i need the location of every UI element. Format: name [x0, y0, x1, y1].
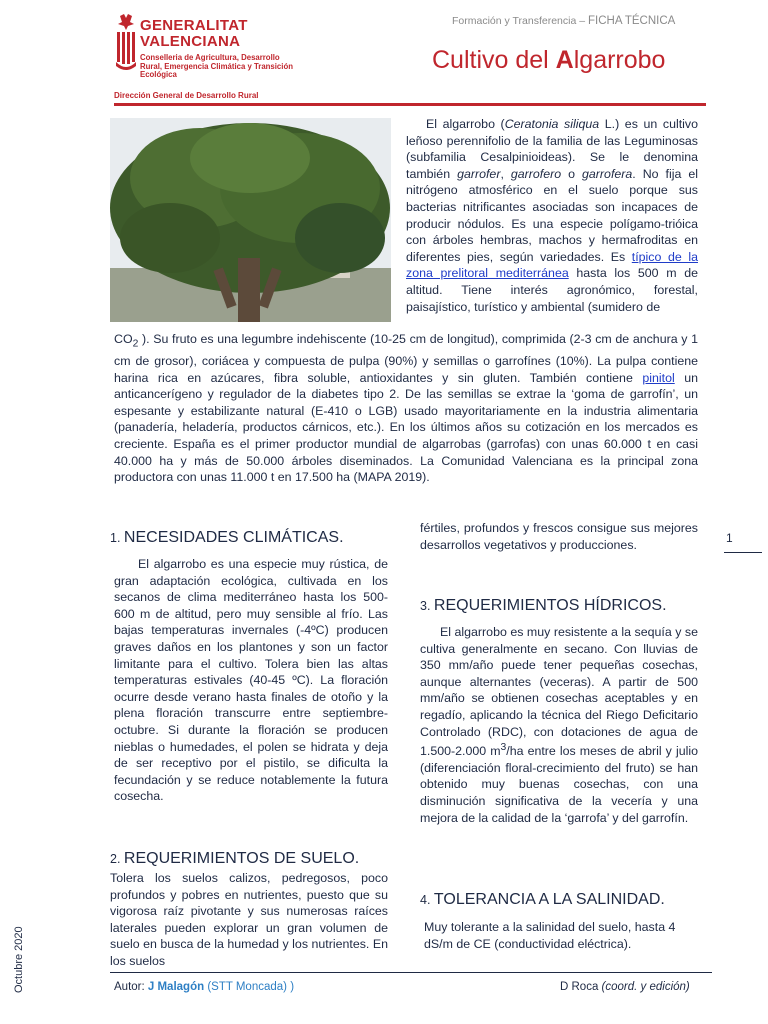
section-4-title: TOLERANCIA A LA SALINIDAD. [433, 891, 665, 908]
intro-text-1: El algarrobo ( [426, 117, 505, 131]
section-3-title: REQUERIMIENTOS HÍDRICOS. [433, 597, 667, 614]
section-3-text [420, 624, 698, 826]
author-institution: (STT Moncada) ) [204, 981, 295, 993]
formacion-label: Formación y Transferencia – [452, 15, 588, 27]
side-date: Octubre 2020 [13, 926, 25, 993]
title-bold-letter: A [555, 46, 574, 74]
intro-comma: , [500, 166, 511, 181]
local-name-garrofera: garrofera [582, 166, 633, 181]
page-number-rule [724, 552, 762, 553]
co2-subscript: 2 [132, 338, 139, 350]
section-4-number: 4. [420, 893, 434, 907]
brand-name [140, 18, 248, 50]
section-3-heading [420, 597, 667, 615]
section-4-text: Muy tolerante a la salinidad del suelo, hasta 4 dS/m de CE (conductividad eléctrica). [424, 920, 676, 951]
intro-or: o [561, 166, 583, 181]
section-3-text-1: El algarrobo es muy resistente a la sequía y se cultiva generalmente en secano. Con lluvias de 350 mm/año puede tener pequeñas cosechas, aunque alternantes (veceras). A partir de 500 mm/año se obtienen cosechas aceptables y en regadío, aplicando la técnica del Riego Deficitario Controlado (RDC), con dotaciones de agua de 1.500-2.000 m [420, 625, 698, 759]
intro-paragraph-continued [114, 331, 698, 486]
local-name-garrofer: garrofer [457, 166, 501, 181]
section-1-text: El algarrobo es una especie muy rústica, de gran adaptación ecológica, cultivada en los secanos de clima mediterráneo hasta los 500-600 m de altitud, pero muy sensible al frío. Las bajas temperaturas invernales (-4ºC) producen graves daños en los plantones y son un factor limitante para el cultivo. Tolera bien las altas temperaturas estivales (40-45 ºC). La floración ocurre desde verano hasta finales de otoño y la plena floración transcurre entre septiembre-octubre. Si durante la floración se producen nieblas o humedades, el polen se hidrata y deja de ser receptivo por el pistilo, se dificulta la fecundación y se reduce notablemente la futura cosecha. [114, 557, 388, 804]
editor-name: D Roca [560, 981, 602, 993]
local-name-garrofero: garrofero [510, 166, 562, 181]
intro-text-6: un anticancerígeno y regulador de la diabetes tipo 2. De las semillas se extrae la ‘goma de garrofín’, un espesante y estabilizante natural (E-410 o LGB) usado mayoritariamente en la industria alimentaria (panadería, heladería, productos cárnicos, etc.). En los últimos años su cotización en los mercados es creciente. España es el primer productor mundial de algarrobas (garrofas) con unas 60.000 t en casi 40.000 ha y más de 50.000 árboles diseminados. La Comunidad Valenciana es la principal zona productora con unas 11.000 t en 17.500 ha (MAPA 2019). [114, 370, 698, 485]
page-number: 1 [726, 531, 733, 545]
section-1-number: 1. [110, 531, 124, 545]
brand-line-1: GENERALITAT [140, 17, 248, 34]
author-label: Autor: [114, 981, 148, 993]
section-4-heading [420, 891, 665, 909]
section-2-text-continued: fértiles, profundos y frescos consigue sus mejores desarrollos vegetativos y producciones. [420, 521, 698, 552]
author-name: J Malagón [147, 981, 205, 993]
intro-text-4: hasta los 500 m de altitud. Tiene interés agronómico, forestal, paisajístico, turístico y ambiental (sumidero de [406, 266, 699, 314]
intro-text-3: . No fija el nitrógeno atmosférico en el suelo porque sus bacterias nitrificantes asociadas son incapaces de producir nódulos. Es una especie polígamo-trióica con árboles hembras, machos y hermafroditas en diferentes pies, según variedades. Es [406, 166, 698, 264]
direccion-general: Dirección General de Desarrollo Rural [114, 91, 259, 100]
section-2-number: 2. [110, 852, 124, 866]
section-3-text-2: /ha entre los meses de abril y julio (diferenciación floral-crecimiento del fruto) se han obtenido muy buenas cosechas, con una disminución significativa de la vecería y una mejora de la calidad de la ‘garrofa’ y del garrofín. [420, 744, 698, 825]
generalitat-logo-icon [114, 14, 138, 70]
title-post: lgarrobo [573, 46, 666, 74]
section-2-heading [110, 850, 359, 868]
section-3-number: 3. [420, 599, 434, 613]
editor-role: (coord. y edición) [601, 981, 690, 993]
brand-line-2: VALENCIANA [140, 33, 241, 50]
carob-tree-photo [110, 118, 391, 322]
intro-text-2: L.) es un cultivo leñoso perennifolio de la familia de las Leguminosas (subfamilia Cesalpinioideas). Se le denomina también [406, 117, 698, 181]
title-pre: Cultivo del [432, 46, 556, 74]
cubic-superscript: 3 [500, 742, 507, 754]
conselleria-name: Conselleria de Agricultura, Desarrollo Rural, Emergencia Climática y Transición Ecológica [140, 53, 293, 80]
scientific-name: Ceratonia siliqua [504, 117, 600, 131]
document-category [452, 15, 675, 27]
section-1-heading [110, 529, 344, 547]
ficha-label: FICHA TÉCNICA [587, 15, 676, 27]
intro-paragraph [406, 116, 698, 315]
intro-text-5: ). Su fruto es una legumbre indehiscente (10-25 cm de longitud), comprimida (2-3 cm de anchura y 1 cm de grosor), coriácea y compuesta de pulpa (90%) y semillas o garrofínes (10%). La pulpa contiene harina rica en azúcares, fibra soluble, antioxidantes y sin gluten. También contiene [114, 332, 698, 385]
footer-editor [560, 981, 690, 993]
link-tipico-zona[interactable]: típico de la zona prelitoral mediterránea [406, 249, 698, 281]
link-pinitol[interactable]: pinitol [642, 370, 675, 385]
footer-divider [110, 972, 712, 973]
section-2-text: Tolera los suelos calizos, pedregosos, poco profundos y pobres en nutrientes, puesto que su vigorosa raíz pivotante y sus numerosas raíces laterales pueden explorar un gran volumen de suelo en busca de la humedad y los nutrientes. En los suelos [110, 871, 388, 968]
page-title [432, 46, 665, 75]
co2-label: CO [114, 332, 133, 346]
section-2-title: REQUERIMIENTOS DE SUELO. [123, 850, 360, 867]
footer-author [114, 981, 294, 993]
header-divider [114, 103, 706, 106]
section-1-title: NECESIDADES CLIMÁTICAS. [123, 529, 344, 546]
